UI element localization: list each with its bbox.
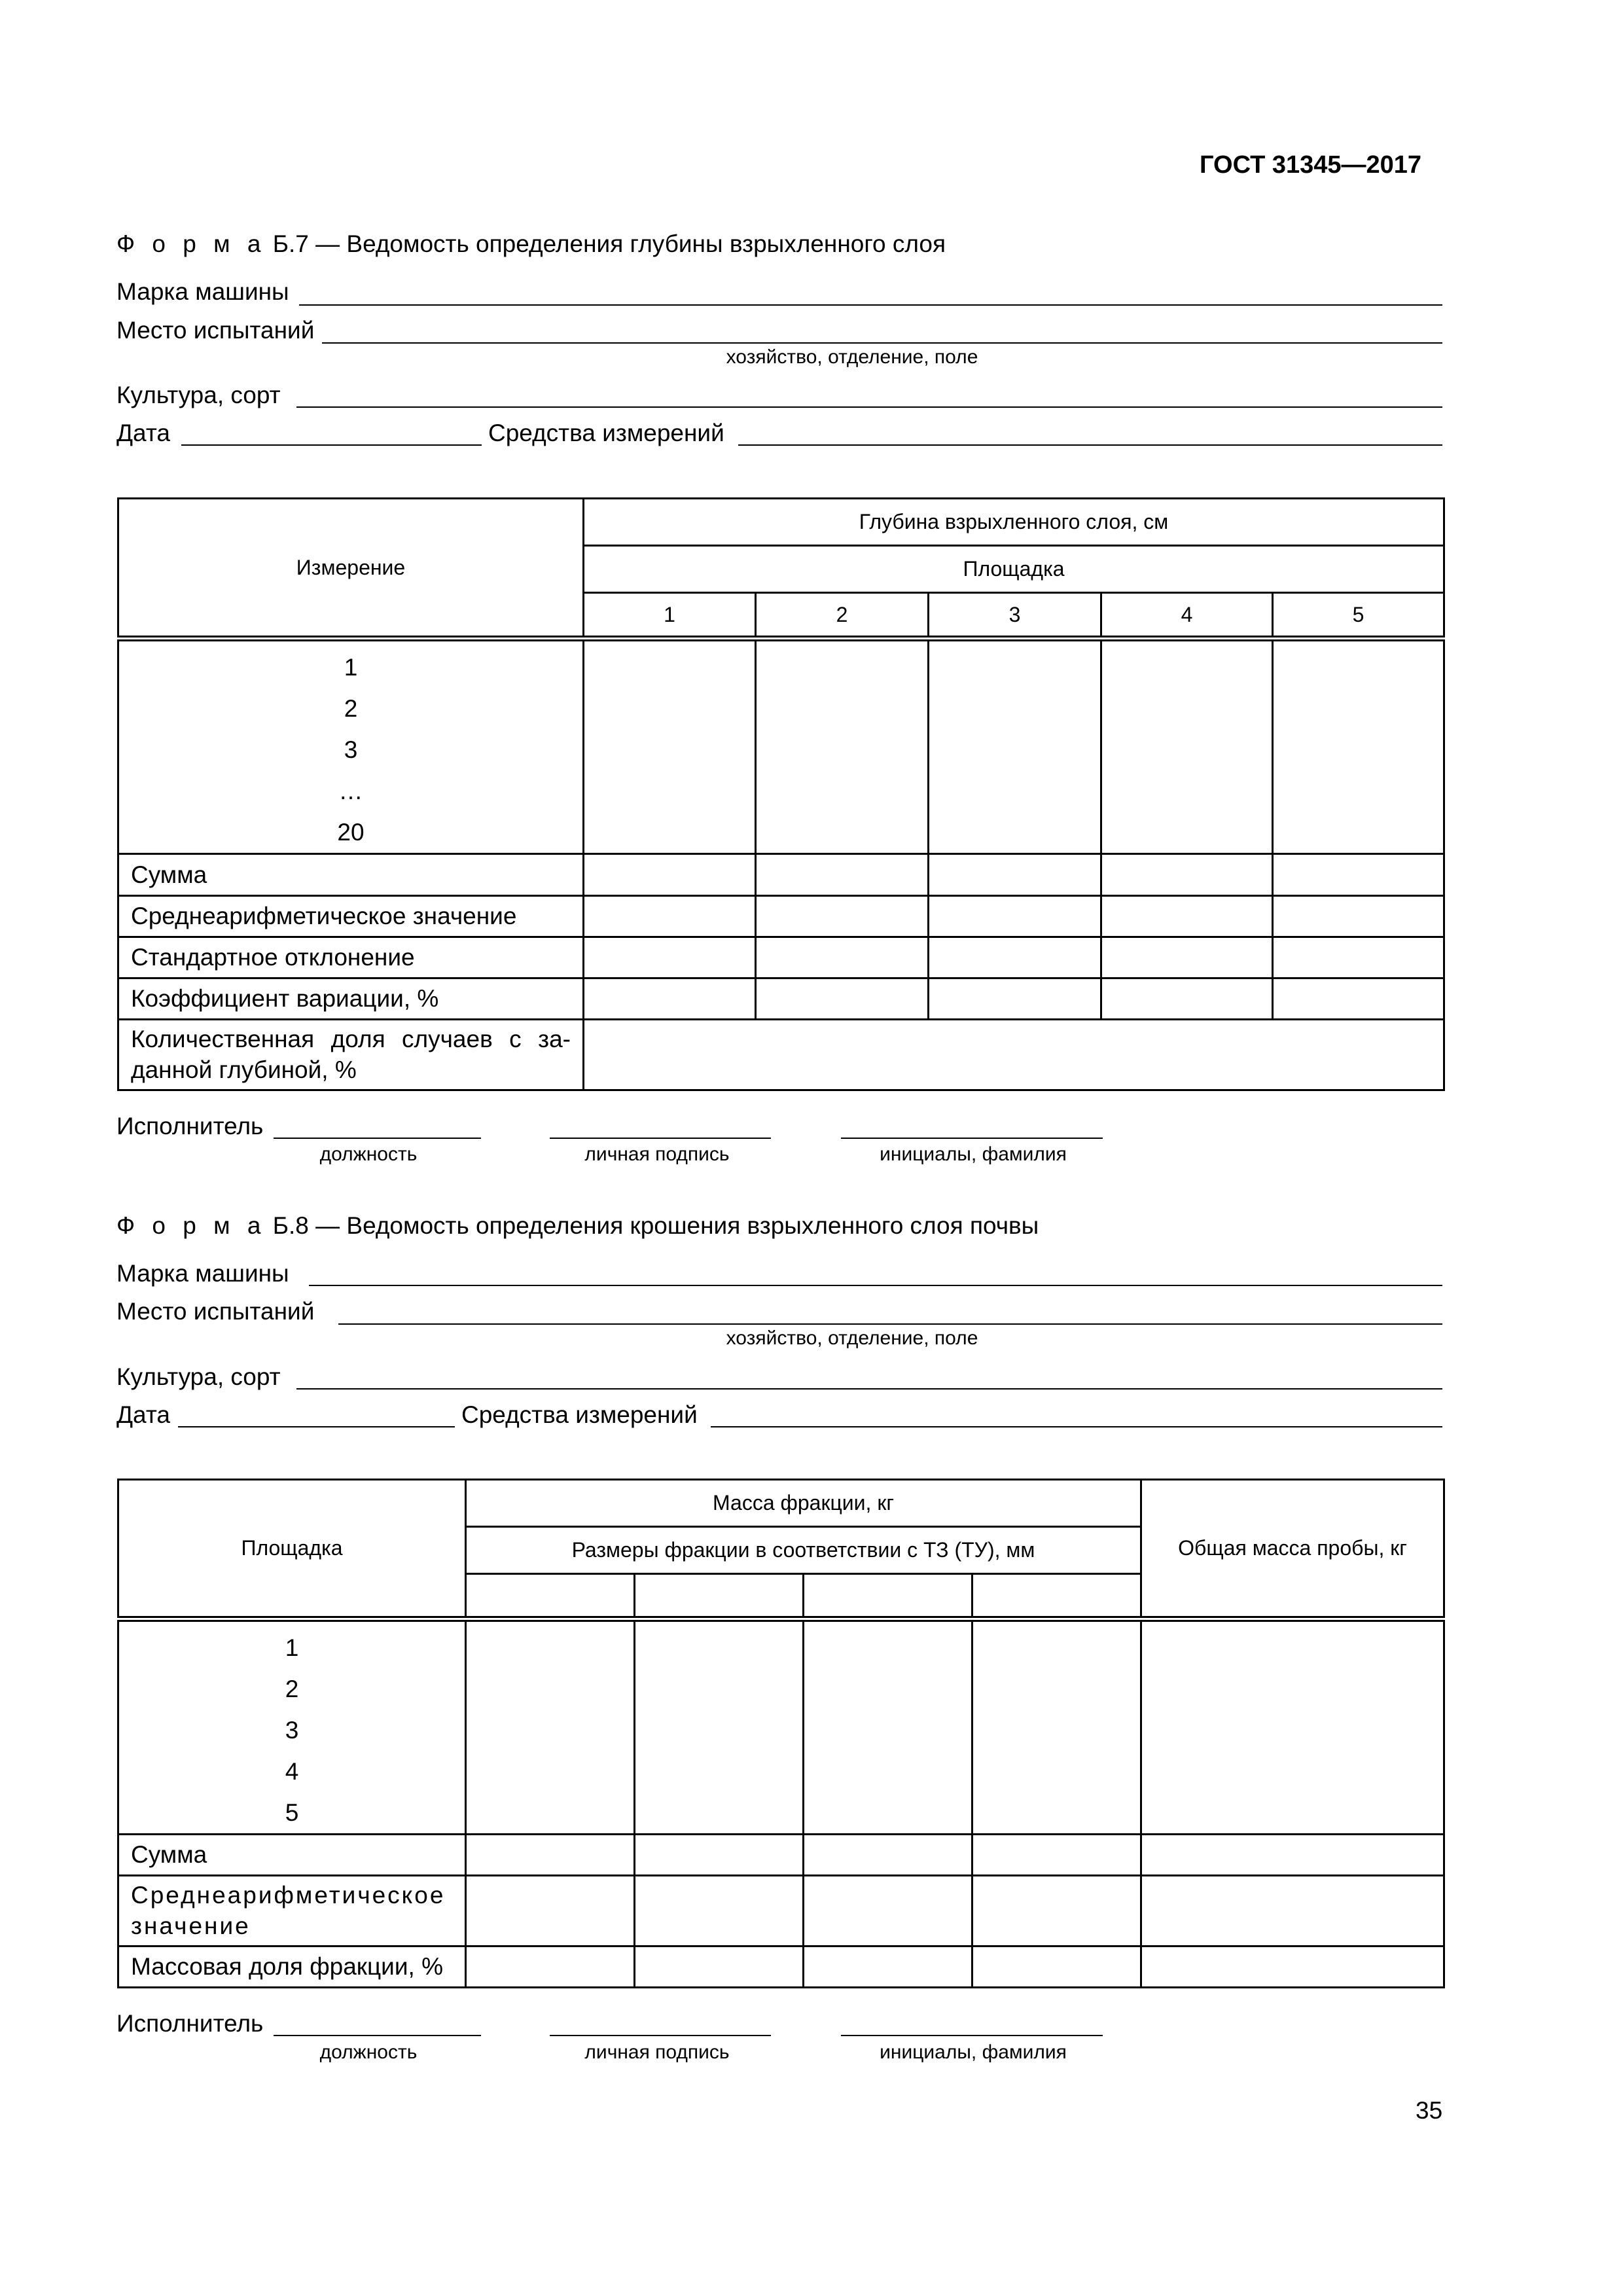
depth-header: Глубина взрыхленного слоя, см xyxy=(584,499,1444,546)
row-label-sum: Сумма xyxy=(118,1835,466,1876)
executor-signature-field[interactable] xyxy=(550,1138,771,1139)
plot-header: Площадка xyxy=(118,1480,466,1619)
date-field[interactable] xyxy=(181,444,482,446)
data-cell[interactable] xyxy=(1273,854,1444,896)
data-cell[interactable] xyxy=(584,896,756,937)
page-number: 35 xyxy=(1416,2097,1443,2124)
signature-caption: личная подпись xyxy=(584,2041,730,2063)
place-field[interactable] xyxy=(322,342,1442,344)
data-cell[interactable] xyxy=(584,978,756,1020)
data-cell[interactable] xyxy=(1141,1835,1444,1876)
sizes-header: Размеры фракции в соответствии с ТЗ (ТУ), мм xyxy=(466,1527,1141,1574)
place-label: Место испытаний xyxy=(116,1298,315,1325)
name-caption: инициалы, фамилия xyxy=(880,1143,1067,1165)
plot-number: 1 xyxy=(285,1634,299,1661)
data-cell[interactable] xyxy=(635,1946,804,1988)
place-field[interactable] xyxy=(338,1323,1442,1325)
date-label: Дата xyxy=(116,420,170,446)
size-cell[interactable] xyxy=(466,1574,635,1619)
plot-number: 1 xyxy=(584,593,756,639)
machine-field[interactable] xyxy=(309,1285,1442,1286)
row-label-sum: Сумма xyxy=(118,854,584,896)
data-cell[interactable] xyxy=(756,896,929,937)
data-cell[interactable] xyxy=(756,978,929,1020)
size-cell[interactable] xyxy=(804,1574,972,1619)
executor-name-field[interactable] xyxy=(841,2035,1103,2036)
data-cell[interactable] xyxy=(804,1619,972,1835)
means-field[interactable] xyxy=(711,1426,1442,1427)
executor-position-field[interactable] xyxy=(274,2035,481,2036)
data-cell[interactable] xyxy=(756,854,929,896)
data-cell[interactable] xyxy=(972,1946,1141,1988)
data-cell[interactable] xyxy=(972,1619,1141,1835)
total-mass-header: Общая масса пробы, кг xyxy=(1141,1480,1444,1619)
plot-number: 2 xyxy=(285,1676,299,1702)
measurement-number: 2 xyxy=(344,695,358,722)
place-caption: хозяйство, отделение, поле xyxy=(726,346,978,368)
form-title-prefix: Ф о р м а xyxy=(116,230,266,257)
data-cell[interactable] xyxy=(1141,1946,1444,1988)
crop-field[interactable] xyxy=(296,406,1442,408)
plot-number: 3 xyxy=(929,593,1101,639)
executor-signature-field[interactable] xyxy=(550,2035,771,2036)
data-cell[interactable] xyxy=(466,1946,635,1988)
form-title xyxy=(116,1213,1039,1238)
size-cell[interactable] xyxy=(635,1574,804,1619)
data-cell[interactable] xyxy=(929,937,1101,978)
machine-label: Марка машины xyxy=(116,278,289,305)
data-cell[interactable] xyxy=(584,937,756,978)
name-caption: инициалы, фамилия xyxy=(880,2041,1067,2063)
data-cell[interactable] xyxy=(584,854,756,896)
data-cell-merged[interactable] xyxy=(584,1020,1444,1090)
machine-field[interactable] xyxy=(299,304,1442,306)
data-cell[interactable] xyxy=(804,1835,972,1876)
data-cell[interactable] xyxy=(929,854,1101,896)
data-cell[interactable] xyxy=(635,1619,804,1835)
means-label: Средства измерений xyxy=(488,420,724,446)
plot-number: 4 xyxy=(1101,593,1273,639)
data-cell[interactable] xyxy=(929,896,1101,937)
plot-number: 5 xyxy=(1273,593,1444,639)
data-cell[interactable] xyxy=(804,1876,972,1946)
size-cell[interactable] xyxy=(972,1574,1141,1619)
form-title-text: Б.7 — Ведомость определения глубины взрыхленного слоя xyxy=(266,230,946,257)
data-cell[interactable] xyxy=(1101,854,1273,896)
data-cell[interactable] xyxy=(756,937,929,978)
form-title-text: Б.8 — Ведомость определения крошения взрыхленного слоя почвы xyxy=(266,1212,1039,1239)
position-caption: должность xyxy=(319,2041,418,2063)
plot-number: 5 xyxy=(285,1799,299,1826)
means-label: Средства измерений xyxy=(461,1401,698,1428)
measurement-number: 20 xyxy=(337,819,365,846)
data-cell[interactable] xyxy=(1273,639,1444,854)
data-cell[interactable] xyxy=(1273,978,1444,1020)
data-cell[interactable] xyxy=(1273,937,1444,978)
data-cell[interactable] xyxy=(1101,937,1273,978)
machine-label: Марка машины xyxy=(116,1260,289,1287)
fraction-table xyxy=(117,1479,1445,1988)
data-cell[interactable] xyxy=(1141,1876,1444,1946)
row-label-mean: Среднеарифметическое значение xyxy=(118,896,584,937)
executor-label: Исполнитель xyxy=(116,1113,264,1139)
data-cell[interactable] xyxy=(466,1835,635,1876)
data-cell[interactable] xyxy=(466,1619,635,1835)
measurement-number: 3 xyxy=(344,736,358,763)
crop-label: Культура, сорт xyxy=(116,1363,281,1390)
data-cell[interactable] xyxy=(584,639,756,854)
data-cell[interactable] xyxy=(929,639,1101,854)
row-label-share: Количественная доля случаев с за-данной глубиной, % xyxy=(118,1020,584,1090)
means-field[interactable] xyxy=(738,444,1442,446)
data-cell[interactable] xyxy=(972,1876,1141,1946)
plot-number: 3 xyxy=(285,1717,299,1744)
plot-number: 4 xyxy=(285,1758,299,1785)
executor-position-field[interactable] xyxy=(274,1138,481,1139)
plot-number: 2 xyxy=(756,593,929,639)
data-cell[interactable] xyxy=(804,1946,972,1988)
data-cell[interactable] xyxy=(635,1876,804,1946)
data-cell[interactable] xyxy=(756,639,929,854)
place-caption: хозяйство, отделение, поле xyxy=(726,1327,978,1349)
measurement-number: … xyxy=(338,778,363,804)
data-cell[interactable] xyxy=(929,978,1101,1020)
data-cell[interactable] xyxy=(1101,639,1273,854)
data-cell[interactable] xyxy=(1101,978,1273,1020)
plot-header: Площадка xyxy=(584,546,1444,593)
data-cell[interactable] xyxy=(1141,1619,1444,1835)
form-title-prefix: Ф о р м а xyxy=(116,1212,266,1239)
plot-numbers xyxy=(118,1619,466,1835)
row-label-variation: Коэффициент вариации, % xyxy=(118,978,584,1020)
executor-name-field[interactable] xyxy=(841,1138,1103,1139)
row-label-mean: Среднеарифметическое значение xyxy=(118,1876,466,1946)
date-label: Дата xyxy=(116,1401,170,1428)
place-label: Место испытаний xyxy=(116,317,315,344)
data-cell[interactable] xyxy=(1101,896,1273,937)
signature-caption: личная подпись xyxy=(584,1143,730,1165)
data-cell[interactable] xyxy=(635,1835,804,1876)
crop-field[interactable] xyxy=(296,1388,1442,1390)
measurement-number: 1 xyxy=(344,654,358,681)
document-code: ГОСТ 31345—2017 xyxy=(1200,151,1422,179)
depth-table xyxy=(117,497,1445,1091)
row-label-stddev: Стандартное отклонение xyxy=(118,937,584,978)
crop-label: Культура, сорт xyxy=(116,382,281,408)
data-cell[interactable] xyxy=(466,1876,635,1946)
date-field[interactable] xyxy=(178,1426,455,1427)
measurement-numbers xyxy=(118,639,584,854)
mass-header: Масса фракции, кг xyxy=(466,1480,1141,1527)
executor-label: Исполнитель xyxy=(116,2010,264,2037)
position-caption: должность xyxy=(319,1143,418,1165)
data-cell[interactable] xyxy=(1273,896,1444,937)
row-label-share: Массовая доля фракции, % xyxy=(118,1946,466,1988)
form-title xyxy=(116,232,946,256)
data-cell[interactable] xyxy=(972,1835,1141,1876)
measurement-header: Измерение xyxy=(118,499,584,639)
